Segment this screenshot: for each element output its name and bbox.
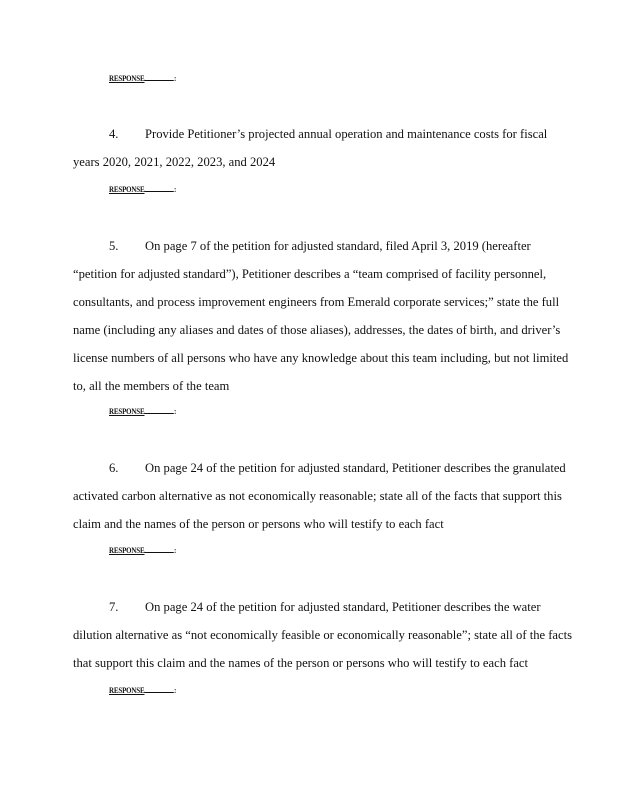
item-text-line: dilution alternative as “not economically feasible or economically reasonable”; state all of the facts [73,628,573,642]
item-text-line: “petition for adjusted standard”), Petitioner describes a “team comprised of facility personnel, [73,267,547,281]
item-text-line: activated carbon alternative as not economically reasonable; state all of the facts that support this [73,489,562,503]
item-text-line: On page 7 of the petition for adjusted standard, filed April 3, 2019 (hereafter [145,239,531,253]
response-label: RESPONSE : [109,545,177,555]
item-number: 7. [109,600,119,614]
response-label: RESPONSE : [109,73,177,83]
item-text-line: On page 24 of the petition for adjusted standard, Petitioner describes the water [145,600,541,614]
response-label: RESPONSE : [109,685,177,695]
item-text-line: name (including any aliases and dates of those aliases), addresses, the dates of birth, and driver’s [73,323,561,337]
item-number: 6. [109,461,119,475]
response-label: RESPONSE : [109,184,177,194]
item-text-line: claim and the names of the person or persons who will testify to each fact [73,517,444,531]
item-number: 4. [109,127,119,141]
item-text-line: consultants, and process improvement engineers from Emerald corporate services;” state the full [73,295,560,309]
item-text-line: On page 24 of the petition for adjusted standard, Petitioner describes the granulated [145,461,566,475]
item-text-line: license numbers of all persons who have any knowledge about this team including, but not limited [73,351,569,365]
item-number: 5. [109,239,119,253]
item-text-line: years 2020, 2021, 2022, 2023, and 2024 [73,155,276,169]
item-text-line: Provide Petitioner’s projected annual operation and maintenance costs for fiscal [145,127,548,141]
response-label: RESPONSE : [109,406,177,416]
item-text-line: to, all the members of the team [73,379,230,393]
item-text-line: that support this claim and the names of the person or persons who will testify to each fact [73,656,529,670]
